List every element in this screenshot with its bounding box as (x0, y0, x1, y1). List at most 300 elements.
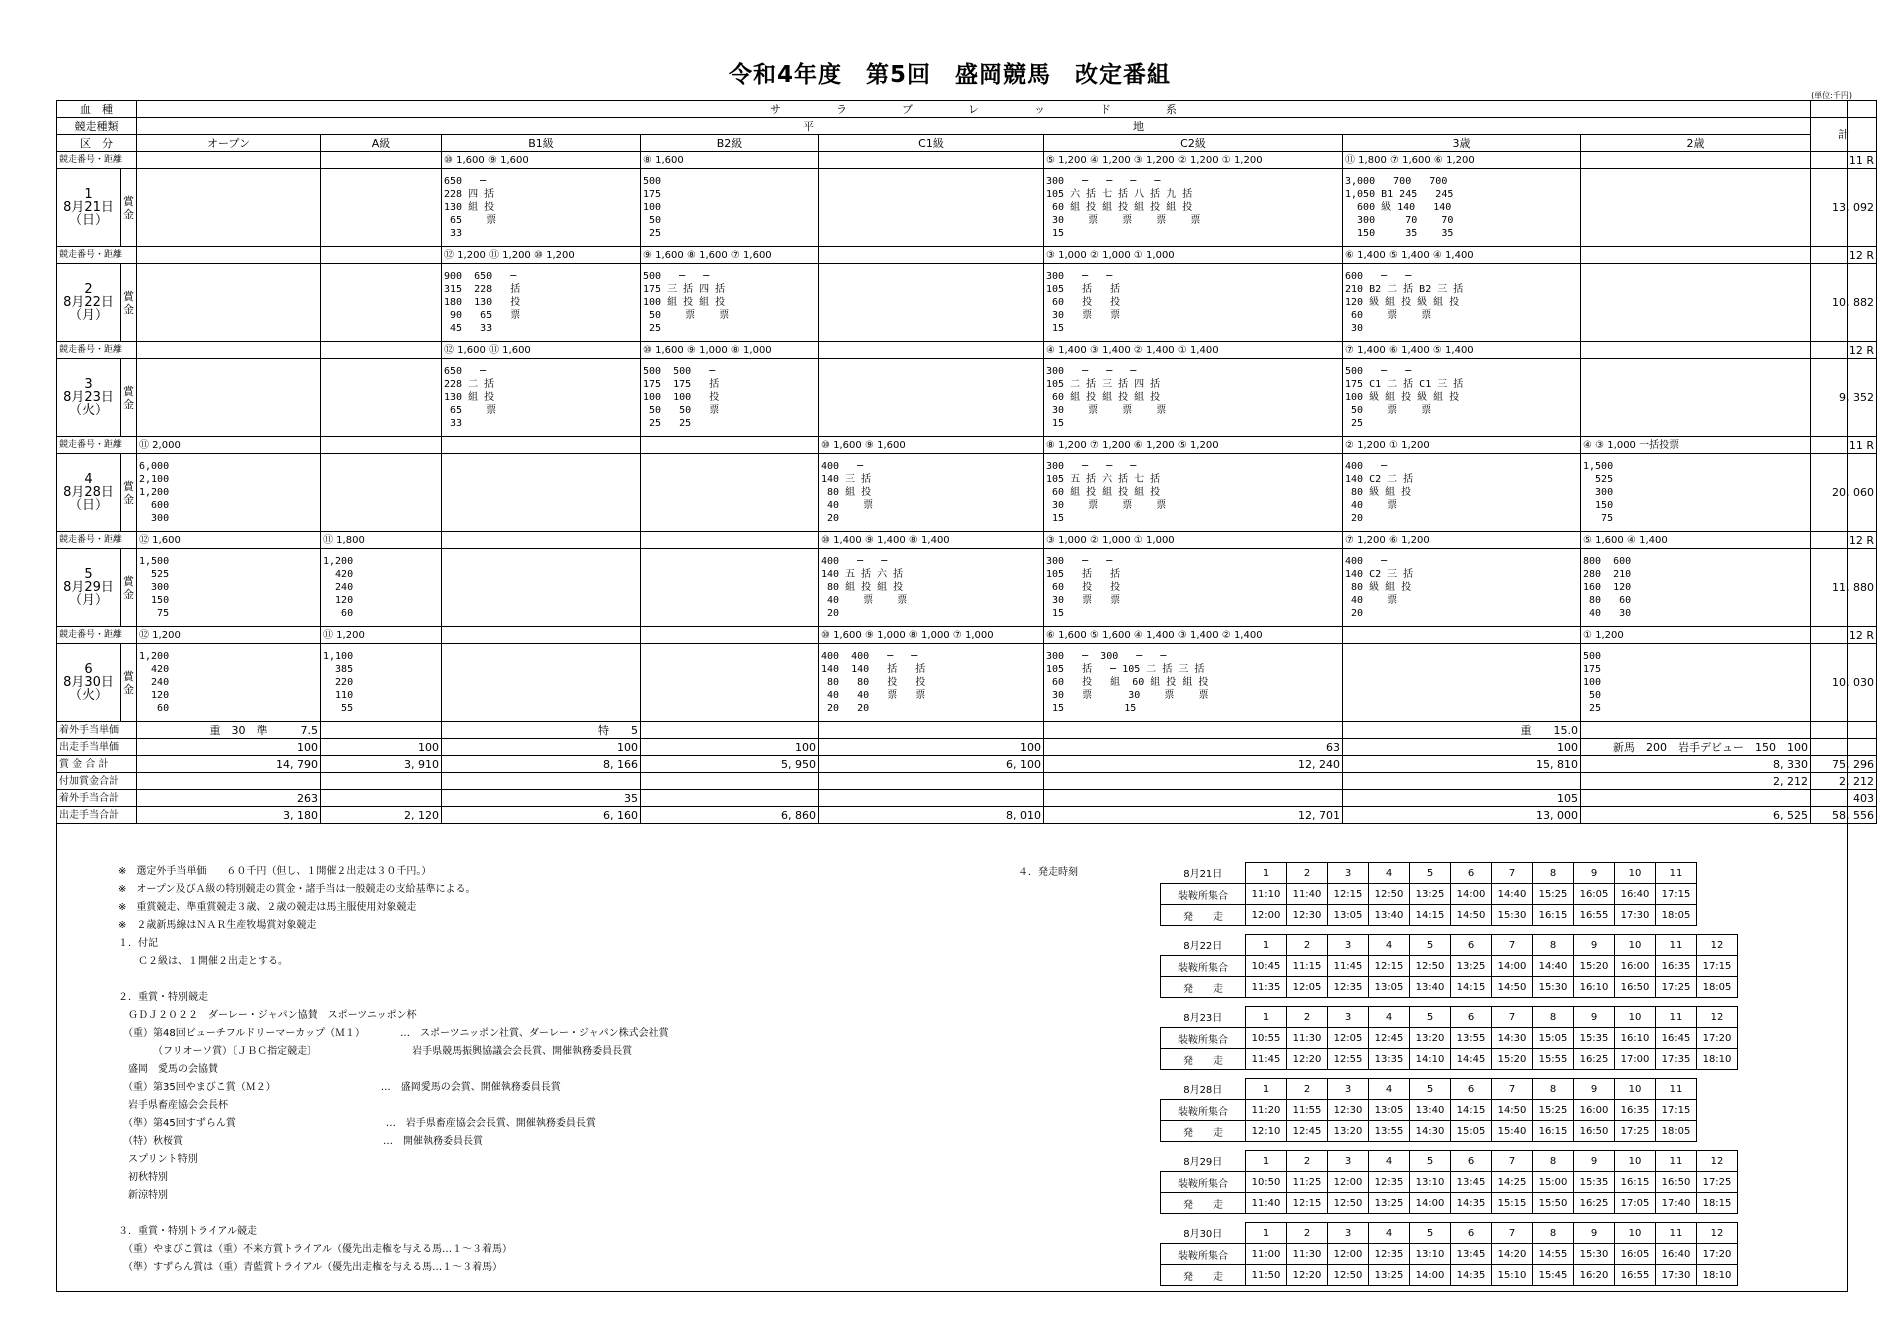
start-label: 発 走 (1161, 1049, 1246, 1070)
class-header: C2級 (1044, 135, 1343, 152)
summary-cell: 12, 701 (1044, 807, 1343, 824)
race-number: 12 (1697, 1151, 1738, 1172)
start-time: 15:55 (1533, 1049, 1574, 1070)
day-date: 8月28日 (63, 485, 114, 500)
start-time: 16:20 (1574, 1265, 1615, 1286)
gather-time: 14:00 (1451, 884, 1492, 905)
start-time: 12:35 (1328, 977, 1369, 998)
gather-label: 装鞍所集合 (1161, 1028, 1246, 1049)
gather-time: 14:00 (1492, 956, 1533, 977)
start-time: 12:30 (1287, 905, 1328, 926)
race-count: 11 R (1811, 152, 1877, 169)
race-distance-cell: ⑨ 1,600 ⑧ 1,600 ⑦ 1,600 (641, 247, 819, 264)
gather-time: 11:40 (1287, 884, 1328, 905)
schedule-date: 8月22日 (1183, 941, 1223, 953)
race-number: 11 (1656, 1151, 1697, 1172)
prize-cell: 400 ─ ─ 140 五 括 六 括 80 組 投 組 投 40 票 票 20 (819, 549, 1044, 627)
race-number: 10 (1615, 1223, 1656, 1244)
gather-time: 11:30 (1287, 1244, 1328, 1265)
gather-label: 装鞍所集合 (1161, 1100, 1246, 1121)
prize-label: 賞金 (121, 169, 137, 247)
gather-time: 16:50 (1656, 1172, 1697, 1193)
start-label: 発 走 (1161, 1193, 1246, 1214)
race-distance-cell: ⑪ 1,200 (321, 627, 442, 644)
row-label-race-type: 競走種類 (57, 118, 137, 135)
start-time: 16:15 (1533, 905, 1574, 926)
race-number: 2 (1287, 1223, 1328, 1244)
prize-cell: 500 500 ─ 175 175 括 100 100 投 50 50 票 25 25 (641, 359, 819, 437)
start-time: 15:15 (1492, 1193, 1533, 1214)
race-number: 2 (1287, 1151, 1328, 1172)
start-time: 16:55 (1615, 1265, 1656, 1286)
race-number-label: 競走番号・距離 (57, 437, 137, 454)
race-number: 9 (1574, 1151, 1615, 1172)
prize-cell: 500 175 100 50 25 (641, 169, 819, 247)
prize-label: 賞金 (121, 359, 137, 437)
start-time: 12:50 (1328, 1265, 1369, 1286)
race-number: 1 (1246, 1223, 1287, 1244)
start-time: 13:40 (1369, 905, 1410, 926)
summary-cell: 重 30 準 7.5 (137, 722, 321, 739)
race-number: 2 (1287, 863, 1328, 884)
gather-time: 13:10 (1410, 1244, 1451, 1265)
summary-cell: 8, 166 (442, 756, 641, 773)
summary-cell: 100 (321, 739, 442, 756)
day-num: 1 (84, 187, 93, 202)
race-number: 2 (1287, 935, 1328, 956)
day-num: 6 (84, 662, 93, 677)
summary-total: 2, 212 (1811, 773, 1877, 790)
race-number: 8 (1533, 1223, 1574, 1244)
gather-time: 13:05 (1369, 1100, 1410, 1121)
race-number: 9 (1574, 863, 1615, 884)
race-number: 11 (1656, 1079, 1697, 1100)
gather-time: 16:15 (1615, 1172, 1656, 1193)
race-distance-cell: ⑩ 1,600 ⑨ 1,000 ⑧ 1,000 (641, 342, 819, 359)
start-label: 発 走 (1161, 1121, 1246, 1142)
race-number: 11 (1656, 1007, 1697, 1028)
race-number-label: 競走番号・距離 (57, 247, 137, 264)
start-time: 17:25 (1615, 1121, 1656, 1142)
summary-cell: 100 (1343, 739, 1581, 756)
race-number: 10 (1615, 1007, 1656, 1028)
race-distance-cell: ⑤ 1,200 ④ 1,200 ③ 1,200 ② 1,200 ① 1,200 (1044, 152, 1343, 169)
start-time: 11:45 (1246, 1049, 1287, 1070)
row-label-breed: 血 種 (57, 101, 137, 118)
gather-time: 16:35 (1656, 956, 1697, 977)
gather-time: 15:35 (1574, 1028, 1615, 1049)
prize-cell: 6,000 2,100 1,200 600 300 (137, 454, 321, 532)
race-number: 4 (1369, 1223, 1410, 1244)
day-date: 8月30日 (63, 675, 114, 690)
start-time: 15:20 (1492, 1049, 1533, 1070)
gather-time: 13:40 (1410, 1100, 1451, 1121)
race-number: 3 (1328, 1151, 1369, 1172)
start-time: 12:45 (1287, 1121, 1328, 1142)
gather-time: 16:05 (1615, 1244, 1656, 1265)
race-number: 7 (1492, 1223, 1533, 1244)
start-time: 16:25 (1574, 1049, 1615, 1070)
prize-cell: 1,200 420 240 120 60 (321, 549, 442, 627)
gather-time: 11:00 (1246, 1244, 1287, 1265)
race-number: 3 (1328, 935, 1369, 956)
race-distance-cell: ⑫ 1,600 ⑪ 1,600 (442, 342, 641, 359)
start-time: 15:10 (1492, 1265, 1533, 1286)
start-time: 16:50 (1615, 977, 1656, 998)
summary-cell: 105 (1343, 790, 1581, 807)
gather-time: 17:20 (1697, 1028, 1738, 1049)
summary-cell: 100 (442, 739, 641, 756)
day-date: 8月23日 (63, 390, 114, 405)
summary-label: 賞 金 合 計 (57, 756, 137, 773)
race-number: 1 (1246, 1151, 1287, 1172)
gather-time: 14:20 (1492, 1244, 1533, 1265)
race-number: 12 (1697, 935, 1738, 956)
prize-cell: 1,200 420 240 120 60 (137, 644, 321, 722)
race-number: 4 (1369, 1079, 1410, 1100)
schedule-date: 8月30日 (1183, 1229, 1223, 1241)
summary-cell: 35 (442, 790, 641, 807)
race-distance-cell: ④ 1,400 ③ 1,400 ② 1,400 ① 1,400 (1044, 342, 1343, 359)
race-distance-cell: ⑪ 1,800 ⑦ 1,600 ⑥ 1,200 (1343, 152, 1581, 169)
gather-time: 13:45 (1451, 1172, 1492, 1193)
start-time: 17:00 (1615, 1049, 1656, 1070)
race-number: 6 (1451, 1151, 1492, 1172)
race-distance-cell: ⑩ 1,600 ⑨ 1,000 ⑧ 1,000 ⑦ 1,000 (819, 627, 1044, 644)
summary-cell: 6, 525 (1581, 807, 1811, 824)
summary-cell: 63 (1044, 739, 1343, 756)
start-time: 13:55 (1369, 1121, 1410, 1142)
start-time: 14:50 (1451, 905, 1492, 926)
race-type-value: 平 地 (137, 118, 1811, 135)
day-dow: （火） (68, 403, 108, 418)
prize-label: 賞金 (121, 549, 137, 627)
start-time: 16:50 (1574, 1121, 1615, 1142)
gather-time: 14:40 (1533, 956, 1574, 977)
prize-cell: 500 ─ ─ 175 三 括 四 括 100 組 投 組 投 50 票 票 25 (641, 264, 819, 342)
race-number: 9 (1574, 1223, 1615, 1244)
race-number-label: 競走番号・距離 (57, 342, 137, 359)
start-time: 18:15 (1697, 1193, 1738, 1214)
summary-cell: 6, 100 (819, 756, 1044, 773)
race-number: 7 (1492, 1007, 1533, 1028)
gather-time: 10:45 (1246, 956, 1287, 977)
summary-label: 出走手当合計 (57, 807, 137, 824)
prize-cell: 500 175 100 50 25 (1581, 644, 1811, 722)
race-distance-cell: ② 1,200 ① 1,200 (1343, 437, 1581, 454)
prize-cell: 1,100 385 220 110 55 (321, 644, 442, 722)
prize-cell: 650 ─ 228 二 括 130 組 投 65 票 33 (442, 359, 641, 437)
race-number: 8 (1533, 863, 1574, 884)
summary-total: 58, 556 (1811, 807, 1877, 824)
gather-time: 16:00 (1574, 1100, 1615, 1121)
start-time: 17:30 (1656, 1265, 1697, 1286)
start-time: 16:55 (1574, 905, 1615, 926)
start-time: 12:20 (1287, 1265, 1328, 1286)
start-time: 13:20 (1328, 1121, 1369, 1142)
start-time: 17:35 (1656, 1049, 1697, 1070)
prize-cell: 1,500 525 300 150 75 (1581, 454, 1811, 532)
gather-time: 14:30 (1492, 1028, 1533, 1049)
race-number: 1 (1246, 1079, 1287, 1100)
gather-time: 15:05 (1533, 1028, 1574, 1049)
start-time: 17:05 (1615, 1193, 1656, 1214)
race-number: 8 (1533, 1007, 1574, 1028)
day-dow: （日） (68, 498, 108, 513)
race-number: 12 (1697, 1007, 1738, 1028)
summary-cell: 特 5 (442, 722, 641, 739)
start-label: 発 走 (1161, 1265, 1246, 1286)
gather-label: 装鞍所集合 (1161, 1172, 1246, 1193)
summary-cell: 15, 810 (1343, 756, 1581, 773)
race-count: 11 R (1811, 437, 1877, 454)
race-distance-cell: ⑫ 1,200 (137, 627, 321, 644)
gather-time: 11:20 (1246, 1100, 1287, 1121)
race-distance-cell: ③ 1,000 ② 1,000 ① 1,000 (1044, 532, 1343, 549)
gather-time: 10:55 (1246, 1028, 1287, 1049)
gather-time: 17:15 (1697, 956, 1738, 977)
race-number: 5 (1410, 1079, 1451, 1100)
class-header: 3歳 (1343, 135, 1581, 152)
start-time: 15:30 (1533, 977, 1574, 998)
race-number: 9 (1574, 1079, 1615, 1100)
summary-cell: 12, 240 (1044, 756, 1343, 773)
gather-time: 11:15 (1287, 956, 1328, 977)
race-distance-cell: ⑩ 1,400 ⑨ 1,400 ⑧ 1,400 (819, 532, 1044, 549)
start-time: 12:15 (1287, 1193, 1328, 1214)
race-number-label: 競走番号・距離 (57, 627, 137, 644)
race-number: 3 (1328, 863, 1369, 884)
gather-time: 17:15 (1656, 1100, 1697, 1121)
gather-time: 11:30 (1287, 1028, 1328, 1049)
race-number: 6 (1451, 1223, 1492, 1244)
summary-cell: 3, 180 (137, 807, 321, 824)
race-distance-cell: ⑫ 1,200 ⑪ 1,200 ⑩ 1,200 (442, 247, 641, 264)
gather-time: 14:25 (1492, 1172, 1533, 1193)
day-num: 3 (84, 377, 93, 392)
start-time: 12:55 (1328, 1049, 1369, 1070)
prize-cell: 400 ─ 140 C2 二 括 80 級 組 投 40 票 20 (1343, 454, 1581, 532)
summary-cell: 5, 950 (641, 756, 819, 773)
prize-label: 賞金 (121, 454, 137, 532)
prize-cell: 300 ─ ─ ─ ─ 105 六 括 七 括 八 括 九 括 60 組 投 組 投 組 投 組 投 30 票 票 票 票 15 (1044, 169, 1343, 247)
start-time: 14:35 (1451, 1193, 1492, 1214)
gather-time: 15:25 (1533, 1100, 1574, 1121)
start-time: 13:25 (1369, 1193, 1410, 1214)
gather-time: 12:30 (1328, 1100, 1369, 1121)
race-number-label: 競走番号・距離 (57, 152, 137, 169)
schedule-date: 8月21日 (1183, 869, 1223, 881)
race-number-label: 競走番号・距離 (57, 532, 137, 549)
gather-time: 11:10 (1246, 884, 1287, 905)
start-time: 13:05 (1369, 977, 1410, 998)
start-time: 14:15 (1410, 905, 1451, 926)
race-distance-cell: ⑩ 1,600 ⑨ 1,600 (819, 437, 1044, 454)
start-time: 14:00 (1410, 1265, 1451, 1286)
start-time: 11:40 (1246, 1193, 1287, 1214)
gather-time: 13:45 (1451, 1244, 1492, 1265)
race-number: 3 (1328, 1007, 1369, 1028)
start-time: 18:10 (1697, 1049, 1738, 1070)
start-time: 18:10 (1697, 1265, 1738, 1286)
start-time: 14:15 (1451, 977, 1492, 998)
start-time: 14:50 (1492, 977, 1533, 998)
gather-time: 13:20 (1410, 1028, 1451, 1049)
race-number: 6 (1451, 863, 1492, 884)
start-time: 13:35 (1369, 1049, 1410, 1070)
race-number: 7 (1492, 935, 1533, 956)
summary-cell: 新馬 200 岩手デビュー 150 100 (1581, 739, 1811, 756)
race-count: 12 R (1811, 532, 1877, 549)
gather-time: 14:40 (1492, 884, 1533, 905)
prize-cell: 400 ─ 140 C2 三 括 80 級 組 投 40 票 20 (1343, 549, 1581, 627)
prize-cell: 300 ─ 300 ─ ─ 105 括 ─ 105 二 括 三 括 60 投 組 60 組 投 組 投 30 票 30 票 票 15 15 (1044, 644, 1343, 722)
start-time: 15:50 (1533, 1193, 1574, 1214)
unit-note: (単位:千円) (1811, 91, 1852, 100)
prize-cell: 400 ─ 140 三 括 80 組 投 40 票 20 (819, 454, 1044, 532)
race-number: 9 (1574, 1007, 1615, 1028)
start-time: 16:15 (1533, 1121, 1574, 1142)
class-header: B2級 (641, 135, 819, 152)
prize-cell: 500 ─ ─ 175 C1 二 括 C1 三 括 100 級 組 投 級 組 投 50 票 票 25 (1343, 359, 1581, 437)
race-number: 8 (1533, 1079, 1574, 1100)
summary-cell: 8, 330 (1581, 756, 1811, 773)
class-header: B1級 (442, 135, 641, 152)
race-number: 7 (1492, 863, 1533, 884)
summary-total: 403 (1811, 790, 1877, 807)
day-dow: （日） (68, 213, 108, 228)
gather-time: 16:10 (1615, 1028, 1656, 1049)
race-number: 8 (1533, 935, 1574, 956)
gather-time: 11:45 (1328, 956, 1369, 977)
prize-cell: 300 ─ ─ 105 括 括 60 投 投 30 票 票 15 (1044, 264, 1343, 342)
gather-time: 16:35 (1615, 1100, 1656, 1121)
race-distance-cell: ⑧ 1,600 (641, 152, 819, 169)
start-time: 11:50 (1246, 1265, 1287, 1286)
day-total: 20, 060 (1811, 454, 1877, 532)
gather-label: 装鞍所集合 (1161, 884, 1246, 905)
page-border (56, 100, 1848, 1292)
summary-cell: 3, 910 (321, 756, 442, 773)
race-number: 11 (1656, 1223, 1697, 1244)
gather-time: 14:50 (1492, 1100, 1533, 1121)
start-time: 13:25 (1369, 1265, 1410, 1286)
summary-cell: 6, 860 (641, 807, 819, 824)
notes-section: ※ 選定外手当単価 ６０千円（但し、１開催２出走は３０千円。） ※ オープン及びＡ級の特別競走の賞金・諸手当は一般競走の支給基準による。 ※ 重賞競走、準重賞競走３歳、２歳の競走は馬主服使用対象競走 ※ ２歳新馬線はＮＡＲ生産牧場賞対象競走 １．付記 Ｃ２級は、１開催２出走とする。 ２．重賞・特別競走 ＧＤＪ２０２２ ダーレー・ジャパン協賛 スポーツニッポン杯 （重）第48回ビューチフルドリーマーカップ（Ｍ１） … スポーツニッポン社賞、ダーレー・ジャパン株式会社賞 （フリオーソ賞）〔ＪＢＣ指定競走〕 岩手県競馬振興協議会会長賞、開催執務委員長賞 盛岡 愛馬の会協賛 （重）第35回やまびこ賞（Ｍ２） … 盛岡愛馬の会賞、開催執務委員長賞 岩手県畜産協会会長杯 （準）第45回すずらん賞 … 岩手県畜産協会会長賞、開催執務委員長賞 （特）秋桜賞 … 開催執務委員長賞 スプリント特別 初秋特別 新涼特別 ３．重賞・特別トライアル競走 （重）やまびこ賞は（重）不来方賞トライアル（優先出走権を与える馬…１～３着馬） （準）すずらん賞は（重）青藍賞トライアル（優先出走権を与える馬…１～３着馬） (118, 866, 669, 1273)
race-number: 2 (1287, 1007, 1328, 1028)
prize-cell: 300 ─ ─ ─ 105 二 括 三 括 四 括 60 組 投 組 投 組 投 30 票 票 票 15 (1044, 359, 1343, 437)
gather-time: 12:00 (1328, 1172, 1369, 1193)
race-number: 5 (1410, 1007, 1451, 1028)
class-header: A級 (321, 135, 442, 152)
start-time: 15:30 (1492, 905, 1533, 926)
race-count: 12 R (1811, 342, 1877, 359)
race-count: 12 R (1811, 247, 1877, 264)
summary-cell: 263 (137, 790, 321, 807)
summary-label: 出走手当単価 (57, 739, 137, 756)
summary-cell: 6, 160 (442, 807, 641, 824)
page-title: 令和4年度 第5回 盛岡競馬 改定番組 (728, 62, 1171, 88)
start-time: 17:25 (1656, 977, 1697, 998)
race-distance-cell: ⑪ 2,000 (137, 437, 321, 454)
race-count: 12 R (1811, 627, 1877, 644)
day-dow: （火） (68, 688, 108, 703)
race-number: 12 (1697, 1223, 1738, 1244)
gather-time: 11:55 (1287, 1100, 1328, 1121)
gather-time: 15:20 (1574, 956, 1615, 977)
breed-value: サ ラ ブ レ ッ ド 系 (137, 101, 1811, 118)
start-time: 18:05 (1656, 905, 1697, 926)
class-header: 2歳 (1581, 135, 1811, 152)
race-number: 10 (1615, 1079, 1656, 1100)
gather-time: 12:00 (1328, 1244, 1369, 1265)
start-time: 14:00 (1410, 1193, 1451, 1214)
start-time: 13:05 (1328, 905, 1369, 926)
summary-cell: 14, 790 (137, 756, 321, 773)
start-time: 18:05 (1697, 977, 1738, 998)
gather-time: 17:15 (1656, 884, 1697, 905)
start-time: 15:45 (1533, 1265, 1574, 1286)
day-date: 8月22日 (63, 295, 114, 310)
gather-time: 14:15 (1451, 1100, 1492, 1121)
summary-cell: 8, 010 (819, 807, 1044, 824)
race-number: 7 (1492, 1079, 1533, 1100)
summary-label: 付加賞金合計 (57, 773, 137, 790)
race-number: 10 (1615, 863, 1656, 884)
start-label: 発 走 (1161, 905, 1246, 926)
start-time: 12:05 (1287, 977, 1328, 998)
summary-cell: 2, 212 (1581, 773, 1811, 790)
schedule-date: 8月23日 (1183, 1013, 1223, 1025)
row-label-class: 区 分 (57, 135, 137, 152)
gather-time: 13:10 (1410, 1172, 1451, 1193)
gather-time: 12:15 (1369, 956, 1410, 977)
race-number: 4 (1369, 1151, 1410, 1172)
race-distance-cell: ⑩ 1,600 ⑨ 1,600 (442, 152, 641, 169)
start-time: 14:10 (1410, 1049, 1451, 1070)
start-time-title: ４．発走時刻 (1018, 867, 1078, 878)
total-header: 計 (1811, 118, 1877, 152)
day-total: 13, 092 (1811, 169, 1877, 247)
start-time: 16:10 (1574, 977, 1615, 998)
prize-cell: 400 400 ─ ─ 140 140 括 括 80 80 投 投 40 40 票 票 20 20 (819, 644, 1044, 722)
day-num: 2 (84, 282, 93, 297)
race-number: 8 (1533, 1151, 1574, 1172)
summary-cell: 100 (819, 739, 1044, 756)
start-time: 14:45 (1451, 1049, 1492, 1070)
schedule-date: 8月28日 (1183, 1085, 1223, 1097)
gather-time: 12:50 (1369, 884, 1410, 905)
race-number: 6 (1451, 1079, 1492, 1100)
race-number: 2 (1287, 1079, 1328, 1100)
race-number: 3 (1328, 1079, 1369, 1100)
schedule-date: 8月29日 (1183, 1157, 1223, 1169)
race-distance-cell: ⑦ 1,200 ⑥ 1,200 (1343, 532, 1581, 549)
summary-label: 着外手当合計 (57, 790, 137, 807)
race-number: 5 (1410, 935, 1451, 956)
start-time: 12:50 (1328, 1193, 1369, 1214)
day-total: 10, 030 (1811, 644, 1877, 722)
day-date: 8月21日 (63, 200, 114, 215)
race-number: 10 (1615, 1151, 1656, 1172)
prize-cell: 800 600 280 210 160 120 80 60 40 30 (1581, 549, 1811, 627)
prize-cell: 300 ─ ─ 105 括 括 60 投 投 30 票 票 15 (1044, 549, 1343, 627)
day-dow: （月） (68, 593, 108, 608)
race-number: 4 (1369, 935, 1410, 956)
start-time: 14:30 (1410, 1121, 1451, 1142)
start-time: 18:05 (1656, 1121, 1697, 1142)
prize-label: 賞金 (121, 264, 137, 342)
